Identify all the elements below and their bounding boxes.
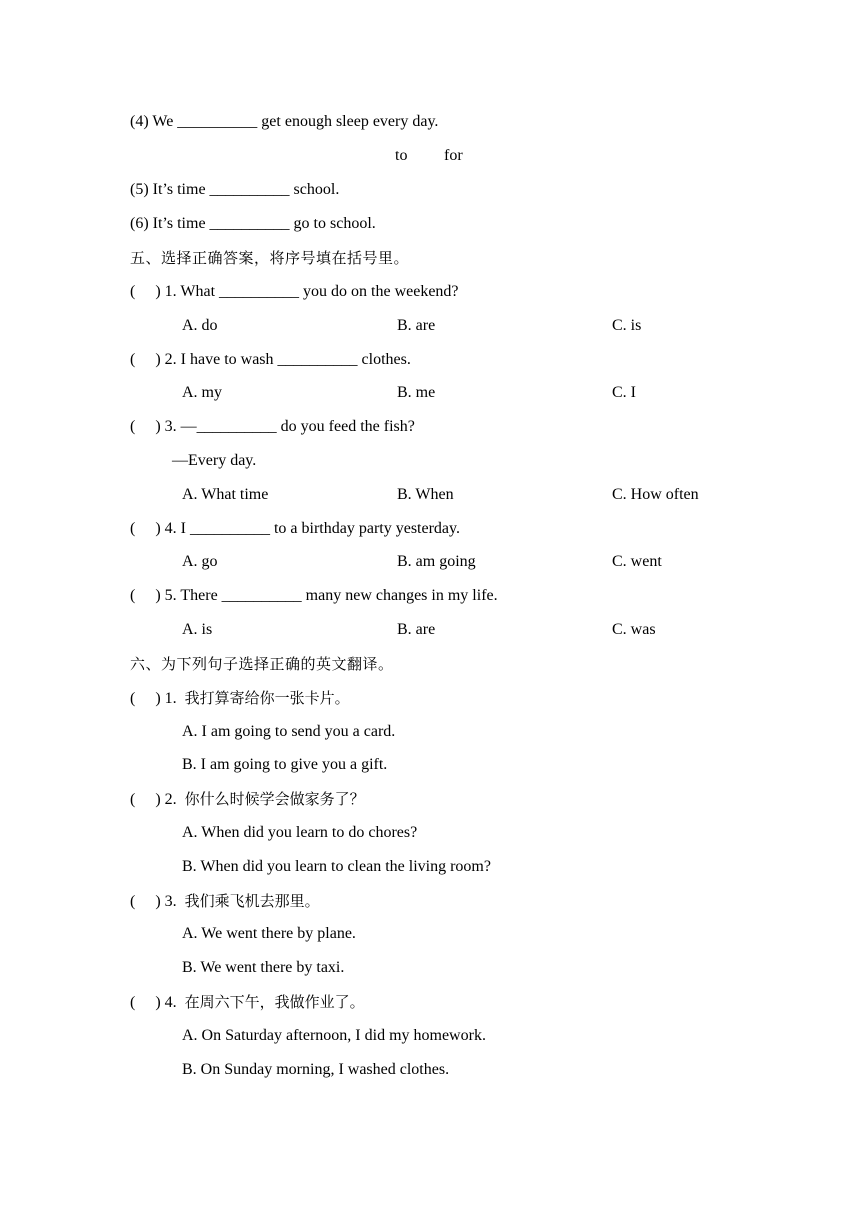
option-5-1-b: B. are [397,317,436,334]
option-6-4-a: A. On Saturday afternoon, I did my homework. [182,1027,486,1044]
option-5-5-b: B. are [397,621,436,638]
option-6-3-a: A. We went there by plane. [182,925,356,942]
option-6-1-b: B. I am going to give you a gift. [182,756,388,773]
question-4-6: (6) It’s time __________ go to school. [130,215,376,232]
option-5-1-c: C. is [612,317,642,334]
question-6-2-chinese: 你什么时候学会做家务了？ [184,790,365,808]
option-5-4-b: B. am going [397,553,476,570]
option-6-3-b: B. We went there by taxi. [182,959,345,976]
question-5-2: ( ) 2. I have to wash __________ clothes. [130,351,411,368]
word-bank-for: for [444,147,463,164]
question-4-5: (5) It’s time __________ school. [130,181,340,198]
question-6-3-chinese: 我们乘飞机去那里。 [184,892,320,910]
question-5-3-reply: —Every day. [172,452,257,469]
option-5-3-a: A. What time [182,486,269,503]
option-5-2-c: C. I [612,384,636,401]
question-4-4: (4) We __________ get enough sleep every day. [130,113,439,130]
word-bank-to: to [395,147,408,164]
option-5-2-b: B. me [397,384,436,401]
option-6-4-b: B. On Sunday morning, I washed clothes. [182,1061,450,1078]
question-5-1: ( ) 1. What __________ you do on the weekend? [130,283,459,300]
option-6-2-a: A. When did you learn to do chores? [182,824,418,841]
question-6-2-number: ( ) 2. [130,791,185,808]
option-5-3-b: B. When [397,486,454,503]
question-6-4-chinese: 在周六下午，我做作业了。 [184,993,365,1011]
question-6-1 [130,688,350,709]
question-5-5: ( ) 5. There __________ many new changes in my life. [130,587,498,604]
section-6-heading: 六、为下列句子选择正确的英文翻译。 [130,655,394,673]
option-6-1-a: A. I am going to send you a card. [182,723,396,740]
option-5-2-a: A. my [182,384,222,401]
question-6-3-number: ( ) 3. [130,893,185,910]
question-6-4-number: ( ) 4. [130,994,185,1011]
option-5-4-a: A. go [182,553,218,570]
option-5-4-c: C. went [612,553,662,570]
option-5-1-a: A. do [182,317,218,334]
question-6-1-number: ( ) 1. [130,690,185,707]
question-5-4: ( ) 4. I __________ to a birthday party yesterday. [130,520,460,537]
option-5-5-a: A. is [182,621,213,638]
question-6-4 [130,992,365,1013]
question-6-1-chinese: 我打算寄给你一张卡片。 [184,689,350,707]
section-5-heading: 五、选择正确答案，将序号填在括号里。 [130,249,410,267]
option-5-5-c: C. was [612,621,656,638]
question-5-3: ( ) 3. —__________ do you feed the fish? [130,418,415,435]
question-6-3 [130,891,320,912]
option-5-3-c: C. How often [612,486,699,503]
option-6-2-b: B. When did you learn to clean the living room? [182,858,491,875]
question-6-2 [130,789,365,810]
